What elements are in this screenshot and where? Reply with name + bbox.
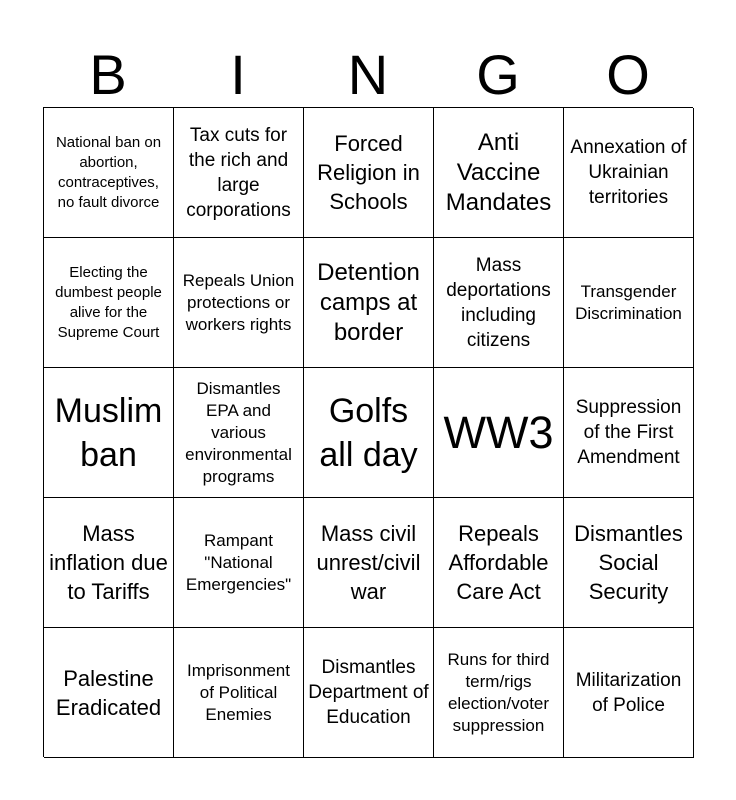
bingo-cell[interactable]	[174, 498, 304, 628]
bingo-cell-text: Rampant "National Emergencies"	[185, 530, 292, 594]
bingo-cell-text: Mass civil unrest/civil war	[316, 521, 421, 604]
bingo-cell[interactable]	[174, 628, 304, 758]
bingo-cell-text: Golfs all day	[319, 391, 418, 474]
bingo-cell[interactable]	[304, 368, 434, 498]
bingo-cell-text: Palestine Eradicated	[55, 665, 162, 720]
bingo-cell[interactable]	[434, 628, 564, 758]
bingo-cell-text: Forced Religion in Schools	[317, 131, 420, 214]
bingo-cell-text: Dismantles Social Security	[574, 521, 683, 604]
header-letter-i: I	[230, 43, 246, 106]
bingo-cell[interactable]	[564, 108, 694, 238]
bingo-cell[interactable]	[434, 368, 564, 498]
bingo-cell-text: Muslim ban	[54, 391, 163, 474]
bingo-cell[interactable]	[174, 108, 304, 238]
bingo-cell-text: Repeals Union protections or workers rights	[182, 270, 295, 334]
bingo-cell[interactable]	[434, 498, 564, 628]
bingo-cell-text: Dismantles Department of Education	[308, 657, 429, 728]
bingo-header	[43, 42, 693, 108]
bingo-cell[interactable]	[304, 628, 434, 758]
header-letter-n: N	[347, 43, 389, 106]
header-letter-g: G	[476, 43, 520, 106]
bingo-cell[interactable]	[564, 498, 694, 628]
bingo-cell-text: National ban on abortion, contraceptives, no fault divorce	[55, 133, 162, 211]
bingo-cell[interactable]	[44, 628, 174, 758]
bingo-cell[interactable]	[304, 238, 434, 368]
bingo-cell-text: Anti Vaccine Mandates	[445, 128, 552, 216]
bingo-cell[interactable]	[44, 238, 174, 368]
bingo-cell-text: Repeals Affordable Care Act	[448, 521, 549, 604]
bingo-cell-text: Transgender Discrimination	[575, 281, 682, 323]
bingo-cell-text: Dismantles EPA and various environmental programs	[185, 378, 292, 486]
bingo-cell-text: Mass deportations including citizens	[446, 254, 551, 351]
bingo-cell-text: Tax cuts for the rich and large corporations	[186, 124, 291, 221]
bingo-cell-text: Runs for third term/rigs election/voter suppression	[447, 649, 550, 735]
bingo-cell[interactable]	[44, 498, 174, 628]
bingo-cell-text: Suppression of the First Amendment	[575, 397, 682, 468]
bingo-cell[interactable]	[304, 108, 434, 238]
bingo-cell-text: Militarization of Police	[575, 669, 682, 716]
bingo-cell-text: WW3	[443, 406, 554, 458]
bingo-cell[interactable]	[174, 368, 304, 498]
bingo-cell[interactable]	[434, 238, 564, 368]
bingo-cell-text: Annexation of Ukrainian territories	[570, 137, 687, 208]
bingo-cell[interactable]	[44, 368, 174, 498]
bingo-cell[interactable]	[304, 498, 434, 628]
bingo-cell-text: Detention camps at border	[317, 258, 420, 346]
bingo-cell-text: Mass inflation due to Tariffs	[49, 521, 168, 604]
bingo-cell[interactable]	[564, 238, 694, 368]
bingo-cell[interactable]	[174, 238, 304, 368]
bingo-cell[interactable]	[44, 108, 174, 238]
bingo-cell[interactable]	[564, 628, 694, 758]
bingo-cell-text: Imprisonment of Political Enemies	[187, 660, 290, 724]
bingo-cell[interactable]	[564, 368, 694, 498]
bingo-cell[interactable]	[434, 108, 564, 238]
bingo-cell-text: Electing the dumbest people alive for the Supreme Court	[55, 263, 162, 341]
bingo-grid	[43, 107, 693, 757]
header-letter-b: B	[89, 43, 127, 106]
header-letter-o: O	[606, 43, 650, 106]
